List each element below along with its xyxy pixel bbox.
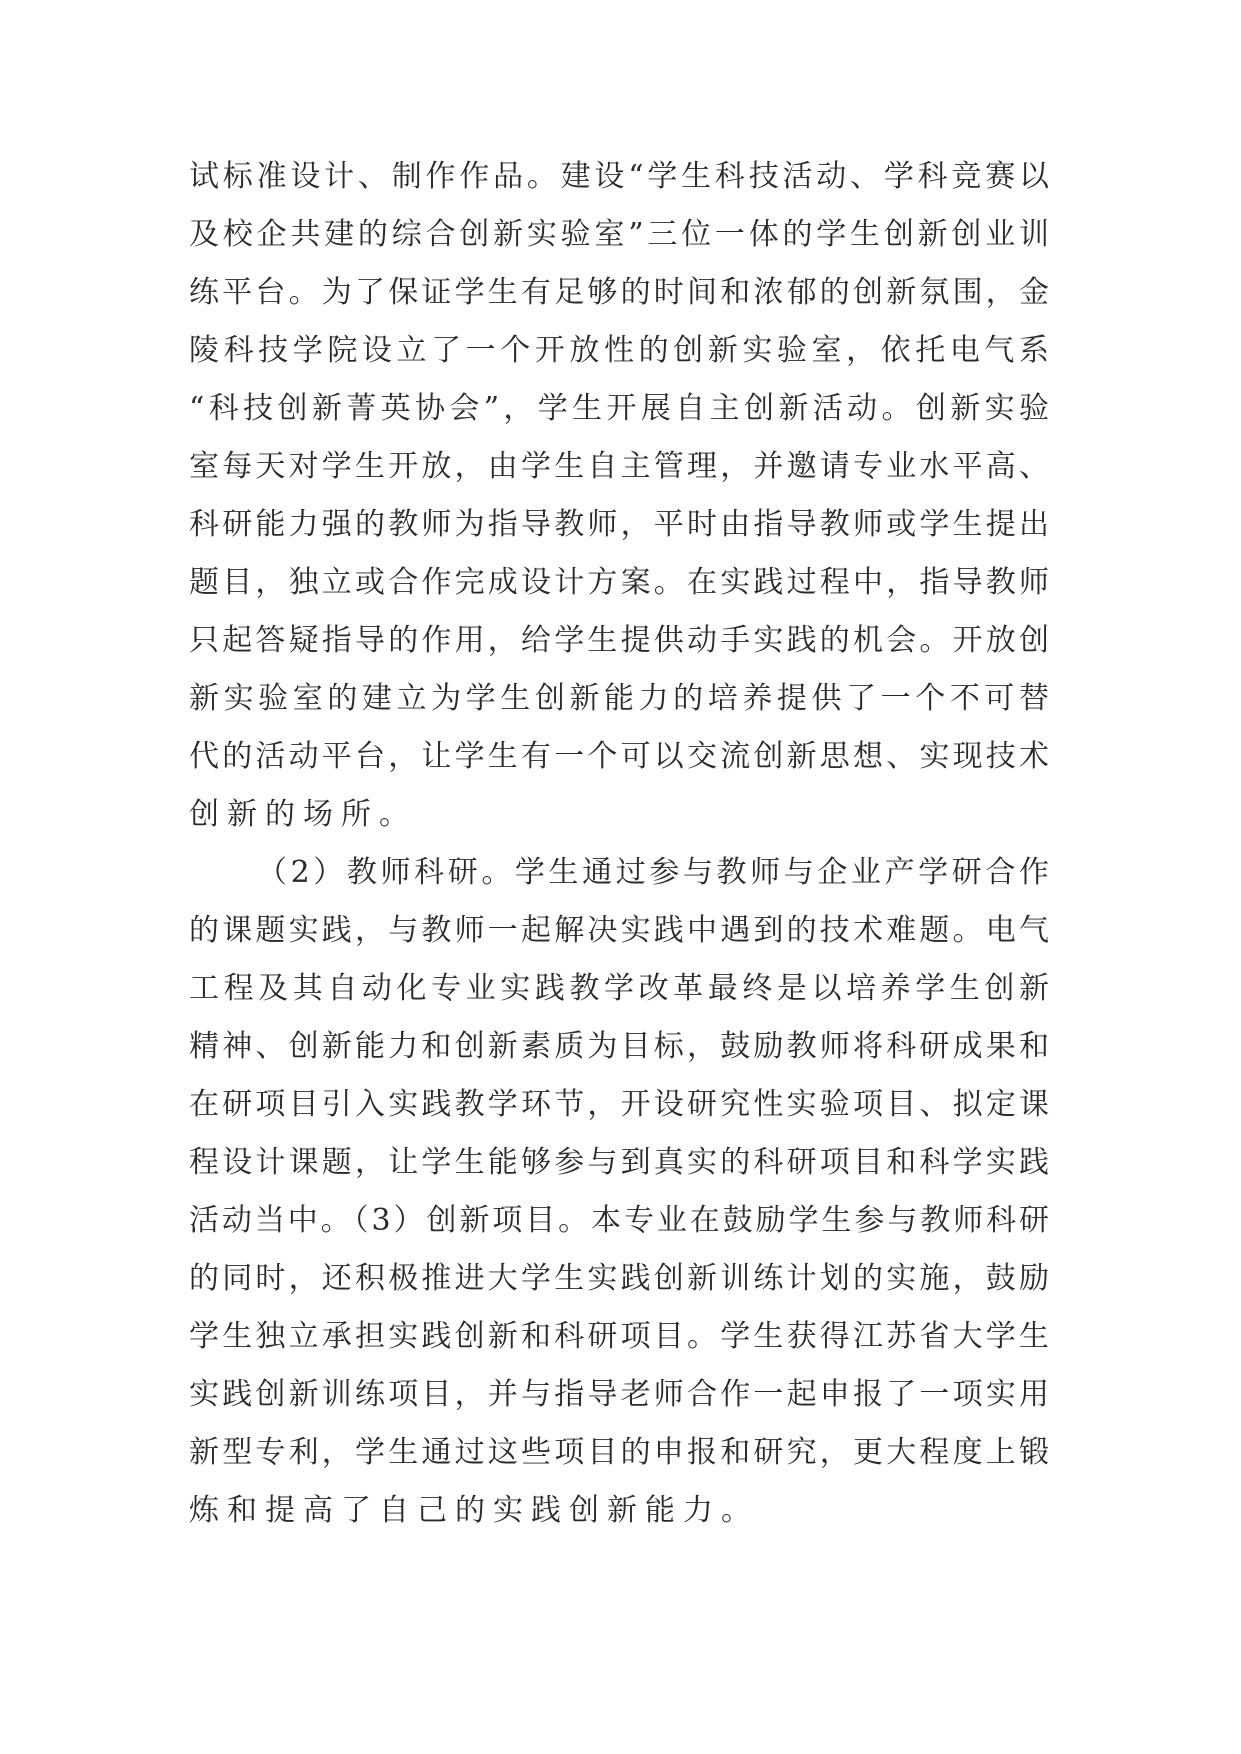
- text-line: 程设计课题，让学生能够参与到真实的科研项目和科学实践: [189, 1145, 1049, 1180]
- text-line: “科技创新菁英协会”，学生开展自主创新活动。创新实验: [189, 391, 1049, 426]
- text-line: 创新的场所。: [189, 797, 417, 832]
- text-line: 陵科技学院设立了一个开放性的创新实验室，依托电气系: [189, 333, 1049, 368]
- text-line: 学生独立承担实践创新和科研项目。学生获得江苏省大学生: [189, 1319, 1049, 1354]
- text-line: 代的活动平台，让学生有一个可以交流创新思想、实现技术: [189, 739, 1049, 774]
- text-line: 工程及其自动化专业实践教学改革最终是以培养学生创新: [189, 971, 1049, 1006]
- text-line: 只起答疑指导的作用，给学生提供动手实践的机会。开放创: [189, 623, 1049, 658]
- text-line: 活动当中。（3）创新项目。本专业在鼓励学生参与教师科研: [189, 1203, 1049, 1238]
- text-line: 的同时，还积极推进大学生实践创新训练计划的实施，鼓励: [189, 1261, 1049, 1296]
- body-text: [189, 148, 1049, 1540]
- text-line: 炼和提高了自己的实践创新能力。: [189, 1493, 759, 1528]
- text-line: （2）教师科研。学生通过参与教师与企业产学研合作: [257, 855, 1049, 890]
- paragraph-2: [189, 844, 1049, 1540]
- text-line: 实践创新训练项目，并与指导老师合作一起申报了一项实用: [189, 1377, 1049, 1412]
- paragraph-1: [189, 148, 1049, 844]
- text-line: 试标准设计、制作作品。建设“学生科技活动、学科竞赛以: [189, 159, 1049, 194]
- text-line: 的课题实践，与教师一起解决实践中遇到的技术难题。电气: [189, 913, 1049, 948]
- text-line: 在研项目引入实践教学环节，开设研究性实验项目、拟定课: [189, 1087, 1049, 1122]
- text-line: 题目，独立或合作完成设计方案。在实践过程中，指导教师: [189, 565, 1049, 600]
- text-line: 及校企共建的综合创新实验室”三位一体的学生创新创业训: [189, 217, 1049, 252]
- text-line: 科研能力强的教师为指导教师，平时由指导教师或学生提出: [189, 507, 1049, 542]
- text-line: 新型专利，学生通过这些项目的申报和研究，更大程度上锻: [189, 1435, 1049, 1470]
- text-line: 精神、创新能力和创新素质为目标，鼓励教师将科研成果和: [189, 1029, 1049, 1064]
- text-line: 练平台。为了保证学生有足够的时间和浓郁的创新氛围，金: [189, 275, 1049, 310]
- text-line: 室每天对学生开放，由学生自主管理，并邀请专业水平高、: [189, 449, 1049, 484]
- text-line: 新实验室的建立为学生创新能力的培养提供了一个不可替: [189, 681, 1049, 716]
